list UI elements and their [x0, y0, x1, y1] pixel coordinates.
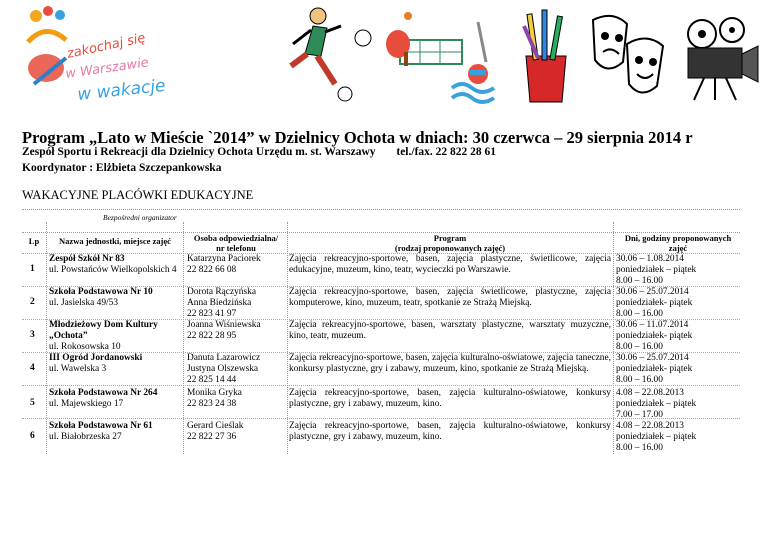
unit-address: ul. Białobrzeska 27 [49, 432, 122, 442]
row-number: 6 [30, 431, 35, 441]
person-line: Dorota Rączyńska [187, 287, 256, 297]
row-number: 1 [30, 264, 35, 274]
row-name [49, 388, 157, 410]
row-person [187, 320, 261, 342]
pencil-cup-icon [510, 6, 580, 106]
unit-name: III Ogród Jordanowski [49, 353, 143, 363]
person-line: 22 822 28 95 [187, 331, 237, 341]
direct-organizer-label: Bezpośredni organizator [103, 213, 177, 222]
svg-text:zakochaj się: zakochaj się [65, 30, 147, 62]
row-name [49, 353, 142, 375]
days-line: poniedziałek – piątek [616, 432, 697, 442]
organizer-name: Zespół Sportu i Rekreacji dla Dzielnicy Ochota Urzędu m. st. Warszawy [22, 146, 376, 158]
person-line: Monika Gryka [187, 388, 242, 398]
row-days [616, 388, 696, 421]
row-name [49, 254, 177, 276]
row-program: Zajęcia rekreacyjno-sportowe, basen, zajęcia plastyczne, świetlicowe, zajęcia edukacyjne, muzeum, kino, teatr, wycieczki po Warszawie. [289, 254, 611, 275]
person-line: Katarzyna Paciorek [187, 254, 261, 264]
row-person [187, 421, 244, 443]
header-lp: Lp [28, 236, 40, 246]
unit-address: ul. Rokosowska 10 [49, 342, 121, 352]
row-program: Zajęcia rekreacyjno-sportowe, basen, zajęcia kulturalno-oświatowe, konkursy plastyczne, gry i zabawy, muzeum, kino. [289, 421, 611, 442]
person-line: 22 823 24 38 [187, 399, 237, 409]
section-title: WAKACYJNE PLACÓWKI EDUKACYJNE [22, 188, 254, 202]
row-person [187, 353, 260, 386]
header-name: Nazwa jednostki, miejsce zajęć [59, 236, 171, 246]
column-divider [613, 222, 614, 454]
organizer-phone: tel./fax. 22 822 28 61 [396, 146, 497, 158]
header-days-line2: zajęć [668, 243, 688, 253]
days-line: 8.00 – 16.00 [616, 342, 663, 352]
days-line: poniedziałek- piątek [616, 298, 693, 308]
row-days [616, 353, 692, 386]
svg-text:w Warszawie: w Warszawie [64, 55, 150, 82]
person-line: 22 823 41 97 [187, 309, 237, 319]
banner [0, 0, 768, 112]
organizer-line [22, 146, 496, 158]
unit-name: Szkoła Podstawowa Nr 264 [49, 388, 158, 398]
unit-name-2: „Ochota” [49, 331, 88, 341]
header-program [289, 233, 611, 253]
row-days [616, 254, 696, 287]
header-days [616, 233, 740, 253]
page-title: Program „Lato w Mieście `2014” w Dzielnicy Ochota w dniach: 30 czerwca – 29 sierpnia 2014 r [22, 128, 693, 147]
header-person-line1: Osoba odpowiedzialna/ [193, 233, 279, 243]
header-person [185, 233, 287, 253]
days-line: 4.08 – 22.08.2013 [616, 388, 684, 398]
svg-text:w wakacje: w wakacje [76, 75, 167, 105]
row-program: Zajęcia rekreacyjno-sportowe, basen, zajęcia kulturalno-oświatowe, zajęcia taneczne, konkursy plastyczne, gry i zabawy, muzeum, kino, spotkanie ze Strażą Miejską. [289, 353, 611, 374]
row-days [616, 287, 692, 320]
row-number: 3 [30, 330, 35, 340]
unit-address: ul. Powstańców Wielkopolskich 4 [49, 265, 177, 275]
unit-name: Młodzieżowy Dom Kultury [49, 320, 158, 330]
person-line: Joanna Wiśniewska [187, 320, 261, 330]
person-line: Justyna Olszewska [187, 364, 259, 374]
header-program-line2: (rodzaj proponowanych zajęć) [394, 243, 506, 253]
campaign-logo [6, 2, 196, 107]
days-line: poniedziałek- piątek [616, 331, 693, 341]
days-line: 30.06 – 25.07.2014 [616, 353, 689, 363]
days-line: poniedziałek- piątek [616, 364, 693, 374]
header-days-line1: Dni, godziny proponowanych [624, 233, 732, 243]
days-line: 8.00 – 16.00 [616, 309, 663, 319]
row-name [49, 320, 158, 353]
days-line: 30.06 – 11.07.2014 [616, 320, 689, 330]
days-line: 8.00 – 16.00 [616, 375, 663, 385]
person-line: Danuta Lazarowicz [187, 353, 261, 363]
days-line: poniedziałek – piątek [616, 265, 697, 275]
row-number: 4 [30, 363, 35, 373]
unit-name: Szkoła Podstawowa Nr 10 [49, 287, 153, 297]
column-divider [287, 222, 288, 454]
unit-address: ul. Jasielska 49/53 [49, 298, 119, 308]
unit-address: ul. Majewskiego 17 [49, 399, 124, 409]
days-line: 7.00 – 17.00 [616, 410, 663, 420]
row-name [49, 421, 153, 443]
sports-swimming-icon [382, 2, 500, 110]
unit-name: Szkoła Podstawowa Nr 61 [49, 421, 153, 431]
column-divider [183, 222, 184, 454]
movie-camera-icon [674, 10, 764, 102]
row-program: Zajęcia rekreacyjno-sportowe, basen, warsztaty plastyczne, warsztaty muzyczne, kino, teatr, muzeum. [289, 320, 611, 341]
person-line: Gerard Cieślak [187, 421, 244, 431]
days-line: 30.06 – 1.08.2014 [616, 254, 684, 264]
unit-address: ul. Wawelska 3 [49, 364, 107, 374]
row-number: 2 [30, 297, 35, 307]
days-line: 8.00 – 16.00 [616, 443, 663, 453]
column-divider [46, 222, 47, 454]
football-player-icon [283, 4, 378, 108]
header-program-line1: Program [433, 233, 467, 243]
theatre-masks-icon [583, 6, 671, 104]
row-days [616, 421, 696, 454]
days-line: 8.00 – 16.00 [616, 276, 663, 286]
row-program: Zajęcia rekreacyjno-sportowe, basen, zajęcia kulturalno-oświatowe, konkursy plastyczne, gry i zabawy, muzeum, kino. [289, 388, 611, 409]
person-line: 22 825 14 44 [187, 375, 237, 385]
days-line: 4.08 – 22.08.2013 [616, 421, 684, 431]
row-number: 5 [30, 398, 35, 408]
person-line: 22 822 27 36 [187, 432, 237, 442]
unit-name: Zespół Szkół Nr 83 [49, 254, 125, 264]
row-person [187, 254, 261, 276]
header-person-line2: nr telefonu [216, 243, 256, 253]
row-person [187, 287, 256, 320]
days-line: 30.06 – 25.07.2014 [616, 287, 689, 297]
coordinator: Koordynator : Elżbieta Szczepankowska [22, 162, 222, 174]
person-line: 22 822 66 08 [187, 265, 237, 275]
row-program: Zajęcia rekreacyjno-sportowe, basen, zajęcia świetlicowe, plastyczne, zajęcia komputerowe, kino, muzeum, teatr, spotkanie ze Strażą Miejską. [289, 287, 611, 308]
days-line: poniedziałek – piątek [616, 399, 697, 409]
person-line: Anna Biedzińska [187, 298, 252, 308]
row-person [187, 388, 242, 410]
row-name [49, 287, 153, 309]
row-days [616, 320, 692, 353]
